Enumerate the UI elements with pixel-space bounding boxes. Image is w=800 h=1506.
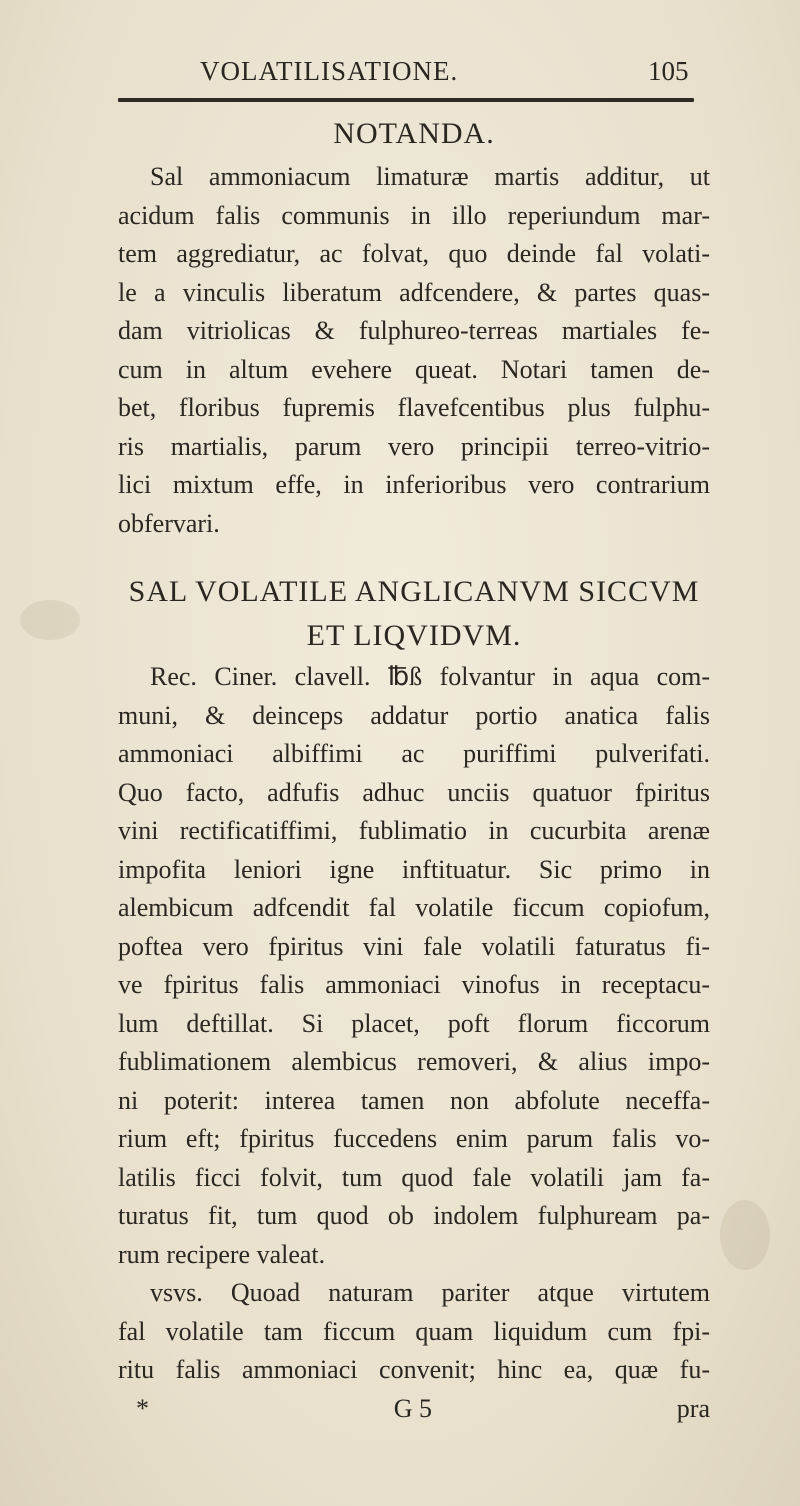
text-line: muni, & deinceps addatur portio anatica falis	[118, 700, 710, 730]
text-line: Rec. Ciner. clavell. ℔ß folvantur in aqua com-	[150, 662, 710, 691]
notanda-heading: NOTANDA.	[333, 117, 495, 150]
text-line: tem aggrediatur, ac folvat, quo deinde fal volati-	[118, 239, 710, 268]
text-line: alembicum adfcendit fal volatile ficcum copiofum,	[118, 893, 710, 922]
text-line: acidum falis communis in illo reperiundum mar-	[118, 200, 710, 230]
text-line: ris martialis, parum vero principii terreo-vitrio-	[118, 431, 710, 461]
text-block	[118, 110, 710, 1428]
text-line: dam vitriolicas & fulphureo-terreas martiales fe-	[118, 316, 710, 345]
text-line: ni poterit: interea tamen non abfolute neceffa-	[118, 1085, 710, 1115]
page-number: 105	[648, 56, 689, 86]
header-rule	[118, 98, 694, 102]
text-line: latilis ficci folvit, tum quod fale volatili jam fa-	[118, 1162, 710, 1192]
section-heading	[118, 570, 710, 658]
text-line: turatus fit, tum quod ob indolem fulphuream pa-	[118, 1201, 710, 1230]
catchword: pra	[676, 1393, 710, 1423]
running-head	[0, 56, 800, 96]
text-line: obfervari.	[118, 508, 220, 538]
text-line: poftea vero fpiritus vini fale volatili faturatus fi-	[118, 931, 710, 961]
text-line: rium eft; fpiritus fuccedens enim parum falis vo-	[118, 1124, 710, 1153]
text-line: bet, floribus fupremis flavefcentibus plus fulphu-	[118, 393, 710, 422]
text-line: impofita leniori igne inftituatur. Sic primo in	[118, 854, 710, 884]
text-line: ritu falis ammoniaci convenit; hinc ea, quæ fu-	[118, 1355, 710, 1384]
paper-stain	[720, 1200, 770, 1270]
text-line: le a vinculis liberatum adfcendere, & partes quas-	[118, 277, 710, 307]
usus-paragraph	[118, 1274, 710, 1390]
text-line: Quo facto, adfufis adhuc unciis quatuor fpiritus	[118, 777, 710, 807]
text-line: rum recipere valeat.	[118, 1239, 326, 1269]
text-line: ammoniaci albiffimi ac puriffimi pulverifati.	[118, 739, 710, 768]
section-heading-line2: ET LIQVIDVM.	[306, 619, 522, 652]
text-line: lum deftillat. Si placet, poft florum ficcorum	[118, 1008, 710, 1038]
text-line: Sal ammoniacum limaturæ martis additur, ut	[150, 162, 710, 191]
footer-mark: *	[136, 1393, 149, 1423]
text-line: fal volatile tam ficcum quam liquidum cum fpi-	[118, 1316, 710, 1346]
recipe-paragraph	[118, 658, 710, 1274]
notanda-paragraph	[118, 158, 710, 543]
text-line: lici mixtum effe, in inferioribus vero contrarium	[118, 470, 710, 499]
text-line: ve fpiritus falis ammoniaci vinofus in receptacu-	[118, 970, 710, 999]
catchline	[118, 1390, 710, 1429]
signature-mark: G 5	[393, 1393, 433, 1423]
section-heading-line1: SAL VOLATILE ANGLICANVM SICCVM	[128, 575, 700, 608]
paper-stain	[20, 600, 80, 640]
text-line: vsvs. Quoad naturam pariter atque virtutem	[150, 1278, 710, 1307]
running-title: VOLATILISATIONE.	[200, 56, 459, 86]
text-line: vini rectificatiffimi, fublimatio in cucurbita arenæ	[118, 816, 710, 845]
text-line: fublimationem alembicus removeri, & alius impo-	[118, 1047, 710, 1076]
text-line: cum in altum evehere queat. Notari tamen de-	[118, 354, 710, 384]
